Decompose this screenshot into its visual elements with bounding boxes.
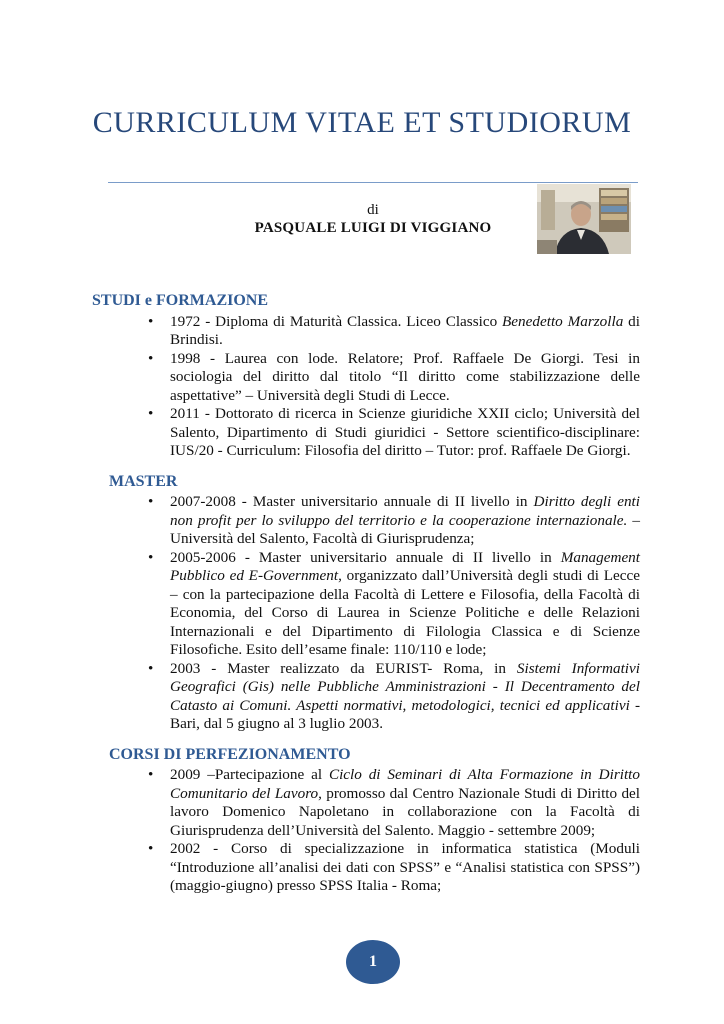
bullet-icon: • [148,493,154,510]
bullet-icon: • [148,405,154,422]
author-name: PASQUALE LUIGI DI VIGGIANO [254,220,492,236]
bullet-icon: • [148,312,154,330]
section-heading-corsi: CORSI DI PERFEZIONAMENTO [109,745,351,763]
list-item: • 2011 - Dottorato di ricerca in Scienze giuridiche XXII ciclo; Università del Salento, Dipartimento di Studi giuridici - Settore scientifico-disciplinare: IUS/20 - Curriculum: Filosofia del diritto – Tutor: prof. Raffaele De Giorgi. [148,405,640,459]
list-item: • 2009 –Partecipazione al Ciclo di Seminari di Alta Formazione in Diritto Comunitario del Lavoro, promosso dal Centro Nazionale Studi di Diritto del lavoro Domenico Napoletano in collaborazione con la Facoltà di Giurisprudenza dell’Università del Salento. Maggio - settembre 2009; [148,766,640,839]
section-master [92,473,640,734]
master-list [92,493,640,734]
cv-content [92,292,640,908]
studi-list [92,313,640,461]
section-heading-master: MASTER [109,472,178,490]
by-label: di [367,202,379,218]
bullet-icon: • [148,840,154,857]
corsi-list [92,766,640,896]
author-photo [537,184,631,254]
title-divider [108,182,638,183]
list-item: • 2002 - Corso di specializzazione in informatica statistica (Moduli “Introduzione all’analisi dei dati con SPSS” e “Analisi statistica con SPSS”) (maggio-giugno) presso SPSS Italia - Roma; [148,840,640,894]
section-heading-studi: STUDI e FORMAZIONE [92,292,269,309]
list-item: • 2007-2008 - Master universitario annuale di II livello in Diritto degli enti non profit per lo sviluppo del territorio e la cooperazione internazionale. – Università del Salento, Facoltà di Giurisprudenza; [148,493,640,547]
bullet-icon: • [148,766,154,783]
page-number-badge: 1 [346,940,400,984]
bullet-icon: • [148,349,154,367]
list-item: • 1972 - Diploma di Maturità Classica. Liceo Classico Benedetto Marzolla di Brindisi. [148,312,640,348]
list-item: • 1998 - Laurea con lode. Relatore; Prof. Raffaele De Giorgi. Tesi in sociologia del diritto dal titolo “Il diritto come stabilizzazione delle aspettative” – Università degli Studi di Lecce. [148,349,640,404]
section-studi [92,292,640,461]
section-corsi [92,746,640,896]
document-title: CURRICULUM VITAE ET STUDIORUM [92,106,632,139]
bullet-icon: • [148,659,154,677]
list-item: • 2005-2006 - Master universitario annuale di II livello in Management Pubblico ed E-Government, organizzato dall’Università degli studi di Lecce – con la partecipazione della Facoltà di Lettere e Filosofia, della Facoltà di Economia, del Corso di Laurea in Scienze Politiche e delle Relazioni Internazionali e del Dipartimento di Filologia Classica e di Scienze Filosofiche. Esito dell’esame finale: 110/110 e lode; [148,548,640,658]
list-item: • 2003 - Master realizzato da EURIST- Roma, in Sistemi Informativi Geografici (Gis) nelle Pubbliche Amministrazioni - Il Decentramento del Catasto ai Comuni. Aspetti normativi, metodologici, tecnici ed applicativi - Bari, dal 5 giugno al 3 luglio 2003. [148,659,641,732]
bullet-icon: • [148,548,154,566]
